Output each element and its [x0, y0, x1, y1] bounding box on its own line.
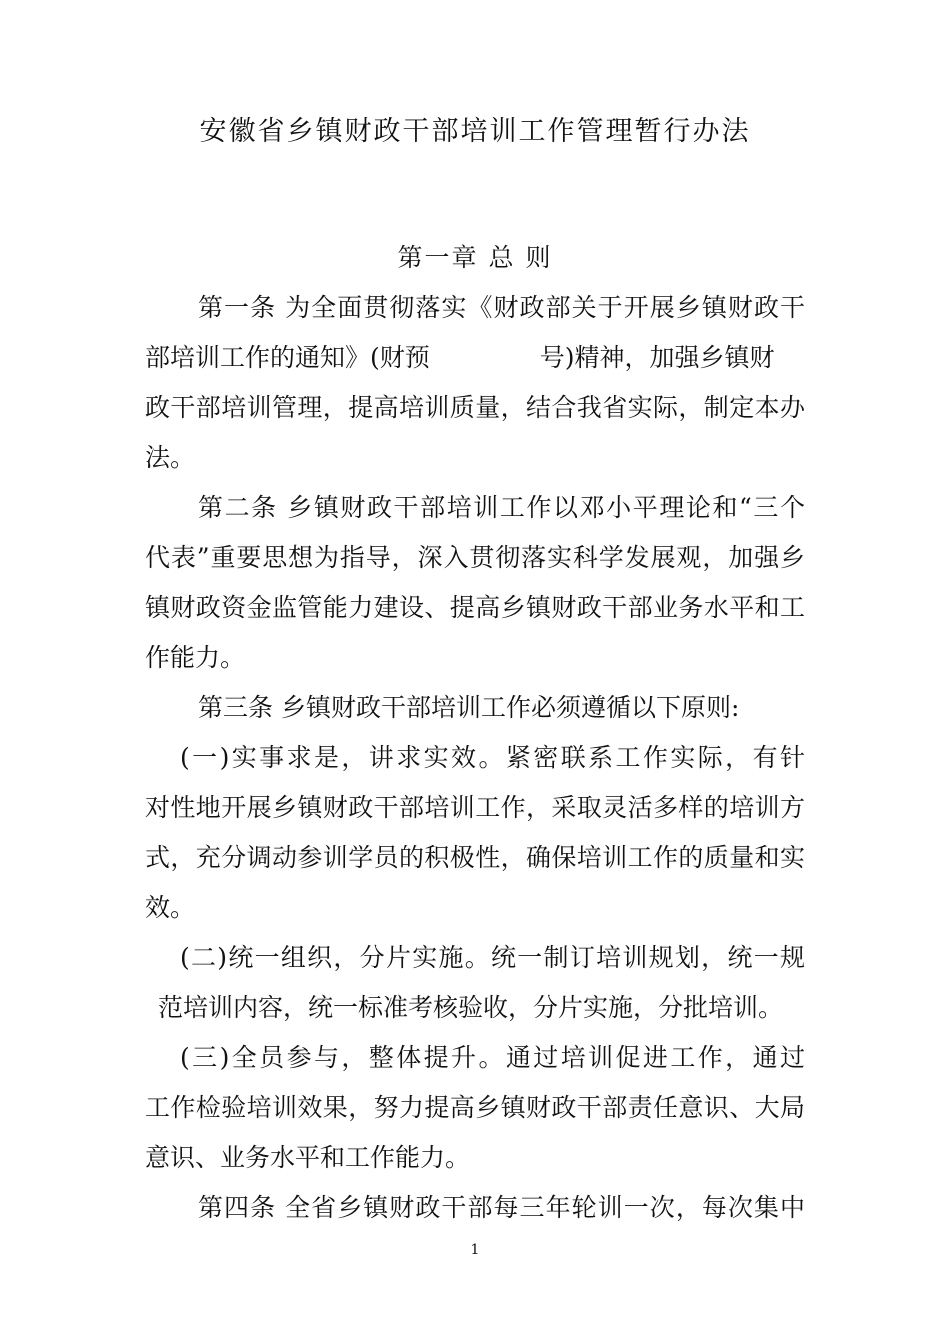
text-line: (三)全员参与，整体提升。通过培训促进工作，通过: [180, 1043, 805, 1072]
text-line: 第二条 乡镇财政干部培训工作以邓小平理论和“三个: [198, 493, 805, 522]
text-line: 第三条 乡镇财政干部培训工作必须遵循以下原则:: [198, 693, 740, 722]
text-segment: 号)精神，加强乡镇财: [539, 343, 775, 372]
page-number: 1: [470, 1242, 480, 1258]
text-line: 政干部培训管理，提高培训质量，结合我省实际，制定本办: [145, 393, 805, 422]
text-line: 意识、业务水平和工作能力。: [145, 1143, 471, 1172]
text-segment: 部培训工作的通知》(财预: [145, 343, 430, 372]
document-title: 安徽省乡镇财政干部培训工作管理暂行办法: [199, 116, 751, 147]
text-line: 对性地开展乡镇财政干部培训工作，采取灵活多样的培训方: [145, 793, 805, 822]
text-line: 工作检验培训效果，努力提高乡镇财政干部责任意识、大局: [145, 1093, 805, 1122]
text-line: 代表”重要思想为指导，深入贯彻落实科学发展观，加强乡: [145, 543, 805, 572]
text-line: 法。: [145, 443, 196, 472]
text-line: [145, 336, 775, 380]
text-line: 范培训内容，统一标准考核验收，分片实施，分批培训。: [158, 993, 784, 1022]
text-line: (一)实事求是，讲求实效。紧密联系工作实际，有针: [180, 743, 805, 772]
chapter-heading: 第一章 总 则: [397, 243, 553, 272]
text-line: (二)统一组织，分片实施。统一制订培训规划，统一规: [180, 943, 805, 972]
text-line: 第一条 为全面贯彻落实《财政部关于开展乡镇财政干: [198, 293, 805, 322]
text-line: 镇财政资金监管能力建设、提高乡镇财政干部业务水平和工: [145, 593, 805, 622]
text-line: 第四条 全省乡镇财政干部每三年轮训一次，每次集中: [198, 1193, 805, 1222]
text-line: 式，充分调动参训学员的积极性，确保培训工作的质量和实: [145, 843, 805, 872]
text-line: 效。: [145, 893, 196, 922]
text-line: 作能力。: [145, 643, 246, 672]
